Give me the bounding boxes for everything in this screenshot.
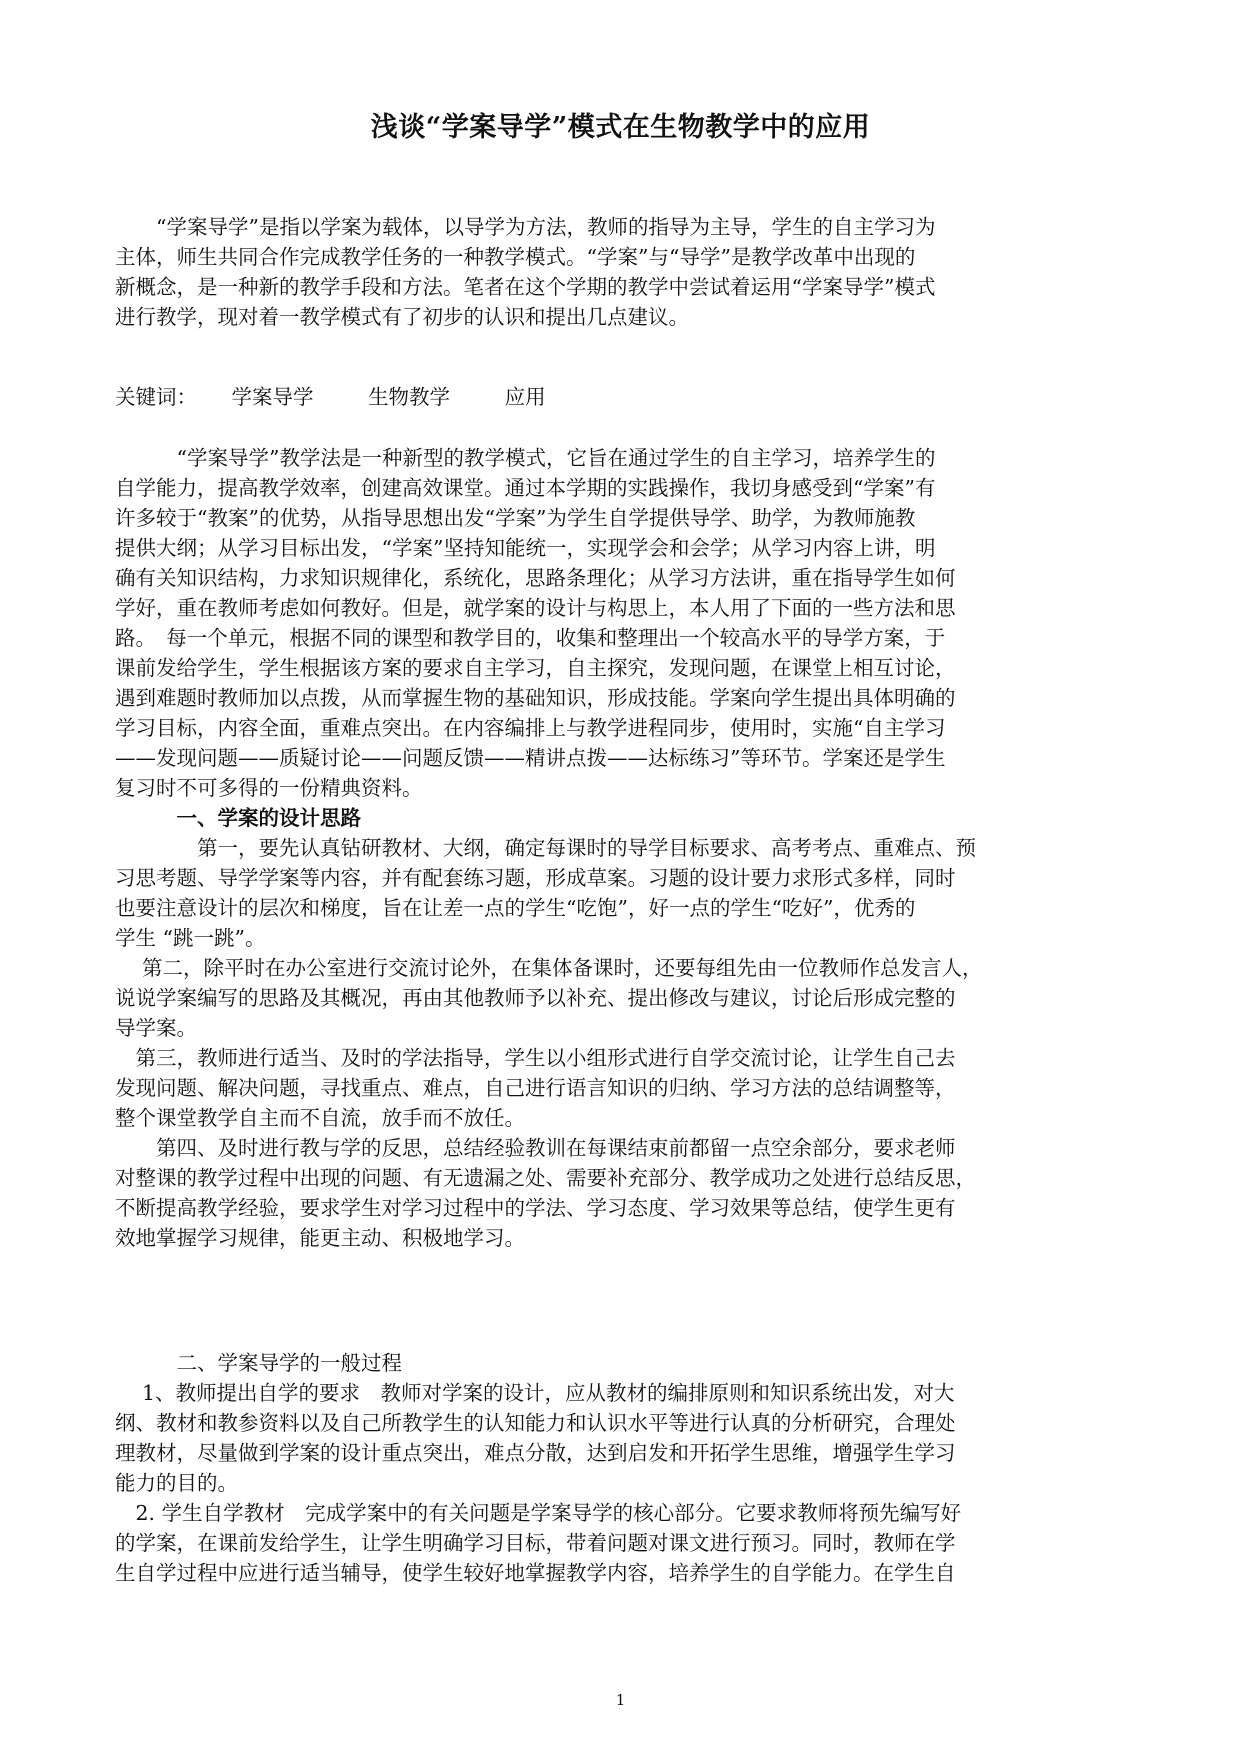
text-line: 的学案，在课前发给学生，让学生明确学习目标，带着问题对课文进行预习。同时，教师在学 — [115, 1531, 956, 1555]
text-line: 整个课堂教学自主而不自流，放手而不放任。 — [115, 1106, 525, 1130]
text-line: 提供大纲；从学习目标出发，“学案”坚持知能统一，实现学会和会学；从学习内容上讲，明 — [115, 536, 936, 560]
text-line: “学案导学”是指以学案为载体，以导学为方法，教师的指导为主导，学生的自主学习为 — [115, 215, 936, 239]
keyword-item: 生物教学 — [368, 385, 451, 409]
text-line: 主体，师生共同合作完成教学任务的一种教学模式。“学案”与“导学”是教学改革中出现的 — [115, 245, 916, 269]
section-heading: 一、学案的设计思路 — [115, 806, 361, 830]
text-line: “学案导学”教学法是一种新型的教学模式，它旨在通过学生的自主学习，培养学生的 — [115, 446, 936, 470]
text-line: 对整课的教学过程中出现的问题、有无遗漏之处、需要补充部分、教学成功之处进行总结反思， — [115, 1166, 976, 1190]
page-title: 浅谈“学案导学”模式在生物教学中的应用 — [370, 112, 871, 143]
text-line: ——发现问题——质疑讨论——问题反馈——精讲点拨——达标练习”等环节。学案还是学生 — [115, 746, 946, 770]
text-line: 不断提高教学经验，要求学生对学习过程中的学法、学习态度、学习效果等总结，使学生更有 — [115, 1196, 956, 1220]
text-line: 习思考题、导学学案等内容，并有配套练习题，形成草案。习题的设计要力求形式多样，同时 — [115, 866, 956, 890]
text-line: 学好，重在教师考虑如何教好。但是，就学案的设计与构思上，本人用了下面的一些方法和思 — [115, 596, 956, 620]
text-line: 课前发给学生，学生根据该方案的要求自主学习，自主探究，发现问题，在课堂上相互讨论， — [115, 656, 956, 680]
section-2 — [115, 1348, 1133, 1588]
section-1 — [115, 803, 1133, 1253]
page-number: 1 — [615, 1691, 626, 1709]
keywords-label: 关键词： — [115, 385, 197, 409]
text-line: 许多较于“教案”的优势，从指导思想出发“学案”为学生自学提供导学、助学，为教师施教 — [115, 506, 916, 530]
abstract-paragraph — [115, 212, 1133, 332]
text-line: 效地掌握学习规律，能更主动、积极地学习。 — [115, 1226, 525, 1250]
text-line: 2. 学生自学教材 完成学案中的有关问题是学案导学的核心部分。它要求教师将预先编写好 — [115, 1501, 962, 1525]
intro-paragraph — [115, 443, 1133, 803]
text-line: 1、教师提出自学的要求 教师对学案的设计，应从教材的编排原则和知识系统出发，对大 — [115, 1381, 955, 1405]
text-line: 第四、及时进行教与学的反思，总结经验教训在每课结束前都留一点空余部分，要求老师 — [115, 1136, 956, 1160]
text-line: 纲、教材和教参资料以及自己所教学生的认知能力和认识水平等进行认真的分析研究，合理处 — [115, 1411, 956, 1435]
text-line: 路。 每一个单元，根据不同的课型和教学目的，收集和整理出一个较高水平的导学方案，于 — [115, 626, 946, 650]
text-line: 新概念，是一种新的教学手段和方法。笔者在这个学期的教学中尝试着运用“学案导学”模式 — [115, 275, 936, 299]
text-line: 发现问题、解决问题，寻找重点、难点，自己进行语言知识的归纳、学习方法的总结调整等， — [115, 1076, 956, 1100]
text-line: 导学案。 — [115, 1016, 197, 1040]
keywords-line — [115, 382, 594, 412]
text-line: 说说学案编写的思路及其概况，再由其他教师予以补充、提出修改与建议，讨论后形成完整的 — [115, 986, 956, 1010]
text-line: 第一，要先认真钻研教材、大纲，确定每课时的导学目标要求、高考考点、重难点、预 — [115, 836, 976, 860]
text-line: 第三，教师进行适当、及时的学法指导，学生以小组形式进行自学交流讨论，让学生自己去 — [115, 1046, 956, 1070]
text-line: 自学能力，提高教学效率，创建高效课堂。通过本学期的实践操作，我切身感受到“学案”有 — [115, 476, 936, 500]
text-line: 第二，除平时在办公室进行交流讨论外，在集体备课时，还要每组先由一位教师作总发言人， — [115, 956, 983, 980]
text-line: 进行教学，现对着一教学模式有了初步的认识和提出几点建议。 — [115, 305, 689, 329]
text-line: 确有关知识结构，力求知识规律化，系统化，思路条理化；从学习方法讲，重在指导学生如何 — [115, 566, 956, 590]
section-heading: 二、学案导学的一般过程 — [115, 1351, 402, 1375]
text-line: 也要注意设计的层次和梯度，旨在让差一点的学生“吃饱”，好一点的学生“吃好”，优秀的 — [115, 896, 916, 920]
text-line: 学习目标，内容全面，重难点突出。在内容编排上与教学进程同步，使用时，实施“自主学习 — [115, 716, 946, 740]
text-line: 能力的目的。 — [115, 1471, 238, 1495]
text-line: 理教材，尽量做到学案的设计重点突出，难点分散，达到启发和开拓学生思维，增强学生学习 — [115, 1441, 956, 1465]
text-line: 生自学过程中应进行适当辅导，使学生较好地掌握教学内容，培养学生的自学能力。在学生自 — [115, 1561, 956, 1585]
keyword-item: 学案导学 — [231, 385, 314, 409]
keyword-item: 应用 — [504, 385, 546, 409]
text-line: 复习时不可多得的一份精典资料。 — [115, 776, 423, 800]
text-line: 学生 “跳一跳”。 — [115, 926, 266, 950]
text-line: 遇到难题时教师加以点拨，从而掌握生物的基础知识，形成技能。学案向学生提出具体明确的 — [115, 686, 956, 710]
